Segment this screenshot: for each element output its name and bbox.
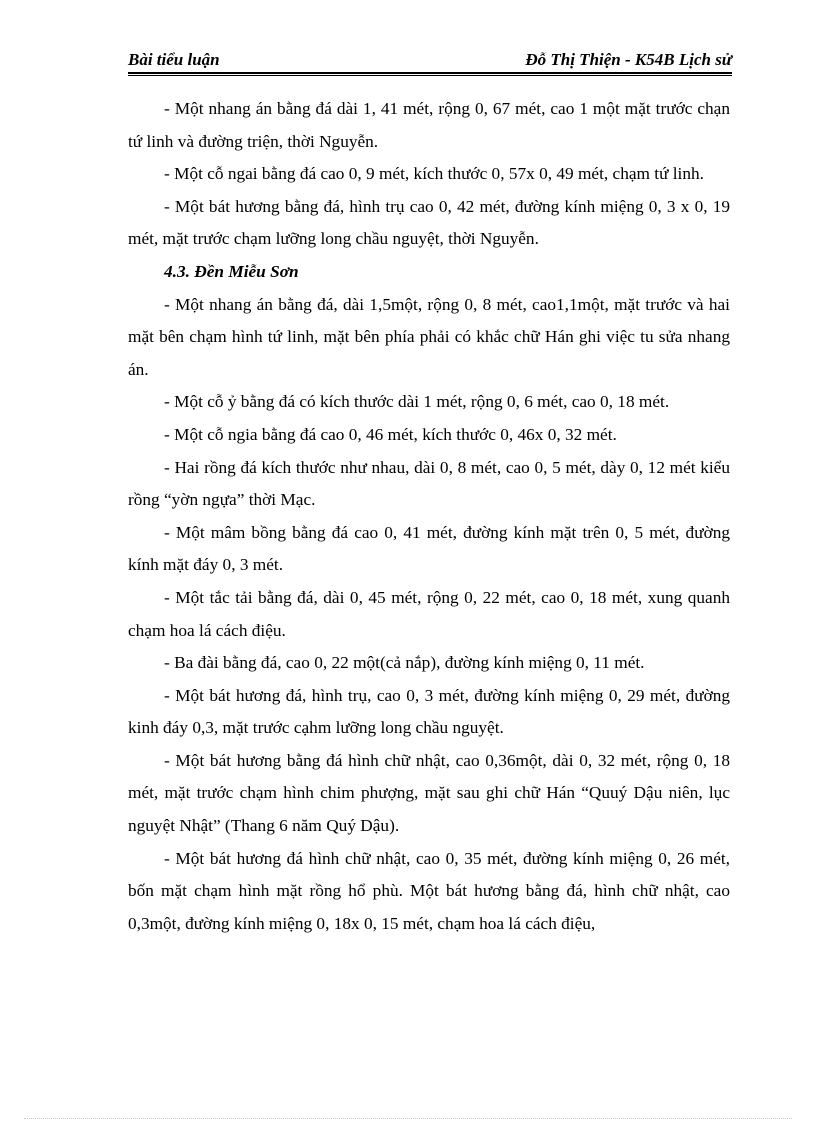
paragraph: - Một mâm bồng bằng đá cao 0, 41 mét, đường kính mặt trên 0, 5 mét, đường kính mặt đáy 0, 3 mét. bbox=[128, 522, 730, 575]
paragraph: - Một bát hương đá, hình trụ, cao 0, 3 mét, đường kính miệng 0, 29 mét, đường kinh đáy 0,3, mặt trước cạhm lưỡng long chầu nguyệt. bbox=[128, 685, 730, 738]
paragraph: - Một bát hương bằng đá, hình trụ cao 0, 42 mét, đường kính miệng 0, 3 x 0, 19 mét, mặt trước chạm lưỡng long chầu nguyệt, thời Nguyễn. bbox=[128, 196, 730, 249]
section-heading: 4.3. Đền Miễu Sơn bbox=[164, 261, 299, 281]
page-bottom-border bbox=[24, 1118, 792, 1119]
paragraph: - Một cỗ ngia bằng đá cao 0, 46 mét, kích thước 0, 46x 0, 32 mét. bbox=[164, 424, 617, 444]
page-header bbox=[128, 50, 732, 72]
paragraph: - Một bát hương bằng đá hình chữ nhật, cao 0,36một, dài 0, 32 mét, rộng 0, 18 mét, mặt trước chạm hình chim phượng, mặt sau ghi chữ Hán “Quuý Dậu niên, lục nguyệt Nhật” (Thang 6 năm Quý Dậu). bbox=[128, 750, 730, 836]
header-rule bbox=[128, 72, 732, 74]
paragraph: - Một tắc tải bằng đá, dài 0, 45 mét, rộng 0, 22 mét, cao 0, 18 mét, xung quanh chạm hoa lá cách điệu. bbox=[128, 587, 730, 640]
paragraph: - Ba đài bằng đá, cao 0, 22 một(cả nắp), đường kính miệng 0, 11 mét. bbox=[164, 653, 645, 673]
body-text bbox=[128, 93, 730, 940]
header-left-title: Bài tiểu luận bbox=[128, 50, 220, 69]
paragraph: - Một cỗ ỷ bằng đá có kích thước dài 1 mét, rộng 0, 6 mét, cao 0, 18 mét. bbox=[164, 392, 670, 412]
paragraph: - Hai rồng đá kích thước như nhau, dài 0, 8 mét, cao 0, 5 mét, dày 0, 12 mét kiểu rồng “yờn ngựa” thời Mạc. bbox=[128, 457, 730, 510]
paragraph: - Một nhang án bằng đá dài 1, 41 mét, rộng 0, 67 mét, cao 1 một mặt trước chạn tứ linh và đường triện, thời Nguyễn. bbox=[128, 99, 730, 151]
header-author: Đỗ Thị Thiện - K54B Lịch sử bbox=[525, 50, 732, 69]
paragraph: - Một cỗ ngai bằng đá cao 0, 9 mét, kích thước 0, 57x 0, 49 mét, chạm tứ linh. bbox=[164, 164, 704, 184]
paragraph: - Một bát hương đá hình chữ nhật, cao 0, 35 mét, đường kính miệng 0, 26 mét, bốn mặt chạm hình mặt rồng hổ phù. Một bát hương bằng đá, hình chữ nhật, cao 0,3một, đường kính miệng 0, 18x 0, 15 mét, chạm hoa lá cách điệu, bbox=[128, 848, 730, 933]
paragraph: - Một nhang án bằng đá, dài 1,5một, rộng 0, 8 mét, cao1,1một, mặt trước và hai mặt bên chạm hình tứ linh, mặt bên phía phải có khắc chữ Hán ghi việc tu sửa nhang án. bbox=[128, 294, 730, 379]
header-rule-thin bbox=[128, 75, 732, 76]
